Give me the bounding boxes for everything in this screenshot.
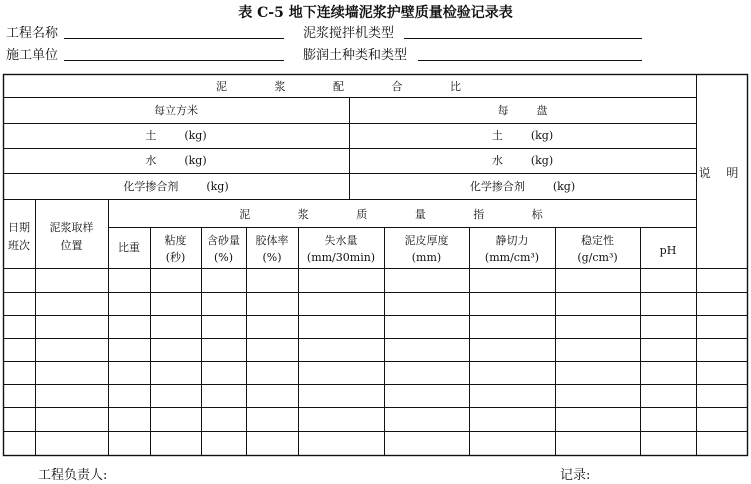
water-per-m3-label: 水 (kg) (145, 154, 207, 167)
remark-header: 说 明 (698, 166, 745, 180)
specific-gravity-header: 比重 (118, 241, 140, 254)
page-title: 表 C-5 地下连续墙泥浆护壁质量检验记录表 (238, 5, 513, 21)
recorder-label: 记录: (560, 468, 591, 483)
bentonite-label: 膨润土种类和类型 (303, 48, 408, 63)
sand-content-header: 含砂量 (%) (207, 234, 240, 264)
admixture-per-m3-label: 化学掺合剂 (kg) (123, 180, 229, 193)
mix-section-title: 泥 浆 配 合 比 (216, 80, 483, 93)
admixture-per-batch-label: 化学掺合剂 (kg) (469, 180, 576, 193)
cake-thickness-header: 泥皮厚度 (mm) (404, 234, 449, 264)
contractor-label: 施工单位 (6, 48, 59, 63)
sample-position-header: 泥浆取样 位置 (49, 221, 94, 252)
engineer-label: 工程负责人: (38, 468, 108, 483)
water-per-batch-label: 水 (kg) (491, 154, 554, 167)
viscosity-header: 粘度 (秒) (164, 234, 187, 264)
per-m3-header: 每立方米 (154, 104, 198, 117)
per-batch-header: 每 盘 (497, 104, 548, 117)
date-shift-header: 日期 班次 (8, 221, 30, 252)
stability-header: 稳定性 (g/cm³) (577, 234, 618, 264)
water-loss-header: 失水量 (mm/30min) (306, 234, 376, 264)
mixer-type-label: 泥浆搅拌机类型 (303, 26, 395, 41)
soil-per-m3-label: 土 (kg) (145, 129, 207, 142)
static-shear-header: 静切力 (mm/cm³) (484, 234, 540, 264)
ph-header: pH (659, 244, 677, 257)
project-name-label: 工程名称 (6, 26, 59, 41)
indicators-title: 泥 浆 质 量 指 标 (239, 208, 565, 221)
soil-per-batch-label: 土 (kg) (491, 129, 554, 142)
colloid-rate-header: 胶体率 (%) (255, 234, 289, 264)
